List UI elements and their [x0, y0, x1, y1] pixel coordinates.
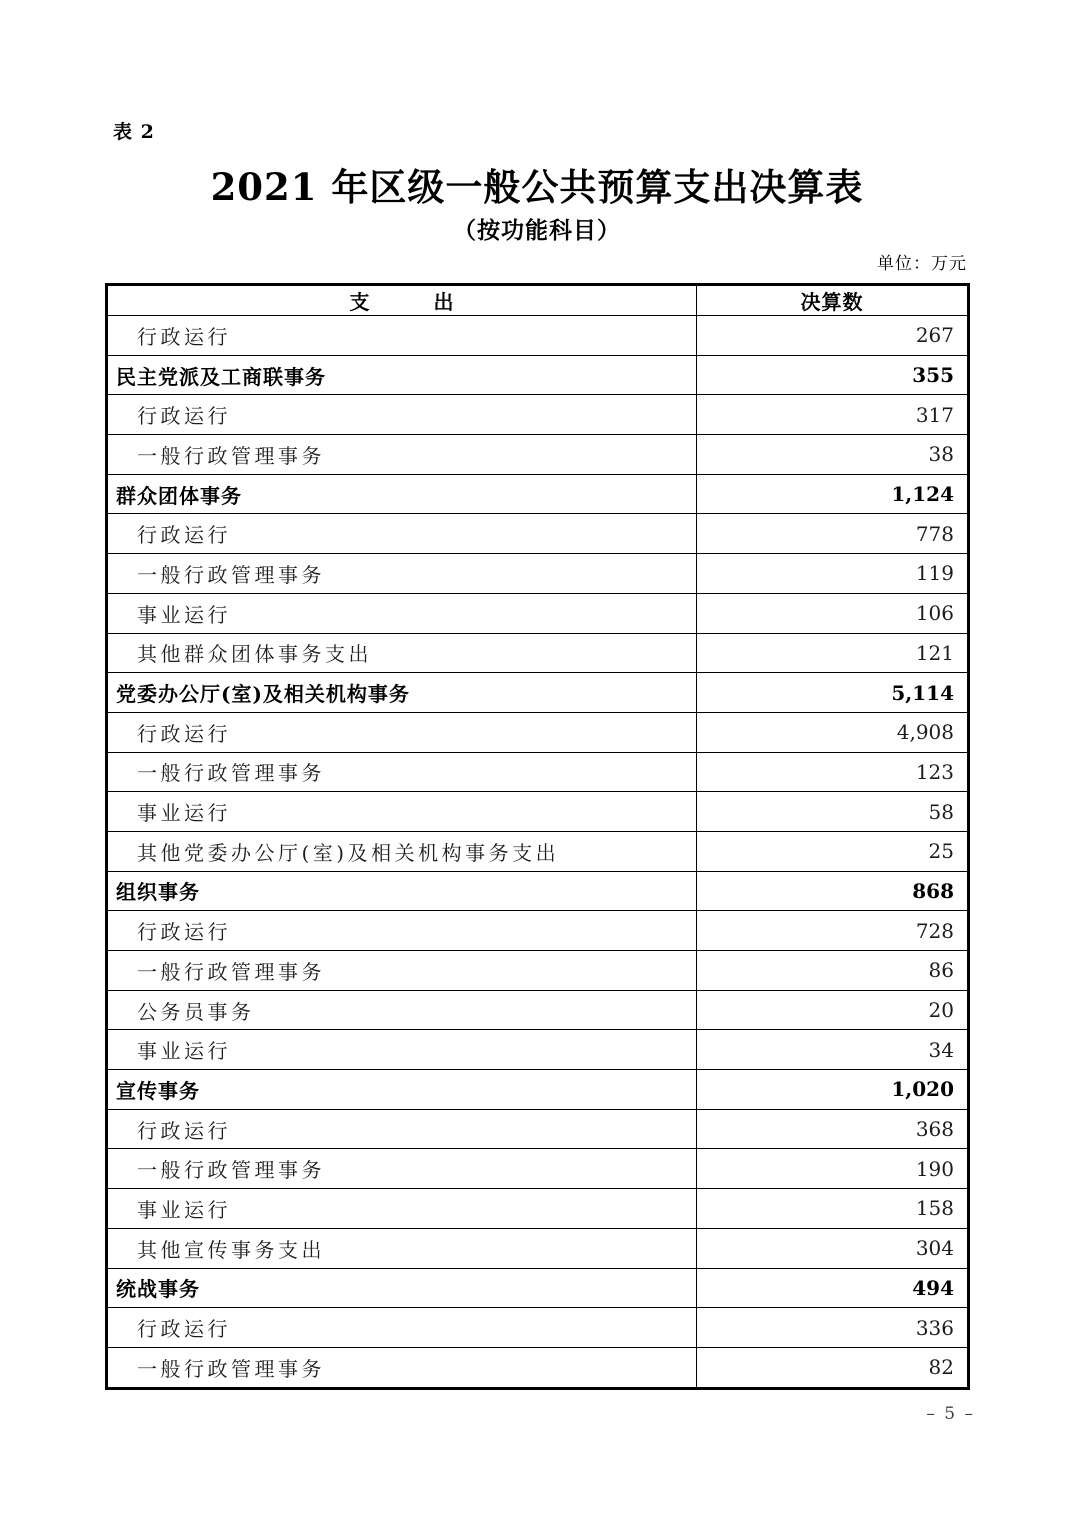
table-row — [107, 1347, 969, 1388]
amount-value: 1,020 — [697, 1070, 969, 1110]
expenditure-label: 行政运行 — [107, 1109, 697, 1149]
amount-value: 190 — [697, 1149, 969, 1189]
amount-value: 368 — [697, 1109, 969, 1149]
amount-value: 868 — [697, 871, 969, 911]
amount-value: 34 — [697, 1030, 969, 1070]
table-row — [107, 752, 969, 792]
table-body — [107, 316, 969, 1389]
expenditure-label: 其他群众团体事务支出 — [107, 633, 697, 673]
amount-value: 728 — [697, 911, 969, 951]
expenditure-label: 一般行政管理事务 — [107, 951, 697, 991]
table-row — [107, 1308, 969, 1348]
amount-value: 25 — [697, 831, 969, 871]
table-row — [107, 831, 969, 871]
expenditure-label: 事业运行 — [107, 1189, 697, 1229]
expenditure-label: 行政运行 — [107, 514, 697, 554]
amount-value: 106 — [697, 593, 969, 633]
table-row — [107, 435, 969, 475]
amount-value: 123 — [697, 752, 969, 792]
expenditure-label: 一般行政管理事务 — [107, 752, 697, 792]
table-row — [107, 633, 969, 673]
expenditure-label: 其他党委办公厅(室)及相关机构事务支出 — [107, 831, 697, 871]
expenditure-label: 行政运行 — [107, 316, 697, 356]
expenditure-label: 民主党派及工商联事务 — [107, 355, 697, 395]
amount-value: 778 — [697, 514, 969, 554]
expenditure-label: 一般行政管理事务 — [107, 1149, 697, 1189]
unit-note: 单位：万元 — [877, 254, 967, 274]
expenditure-label: 行政运行 — [107, 712, 697, 752]
amount-value: 5,114 — [697, 673, 969, 713]
table-row — [107, 712, 969, 752]
expenditure-label: 事业运行 — [107, 792, 697, 832]
table-row — [107, 1189, 969, 1229]
table-row — [107, 1268, 969, 1308]
table-row — [107, 593, 969, 633]
amount-value: 82 — [697, 1347, 969, 1388]
expenditure-label: 统战事务 — [107, 1268, 697, 1308]
table-row — [107, 871, 969, 911]
amount-value: 20 — [697, 990, 969, 1030]
expenditure-column-header: 支 出 — [107, 285, 697, 316]
amount-column-header: 决算数 — [697, 285, 969, 316]
expenditure-label: 事业运行 — [107, 593, 697, 633]
table-row — [107, 355, 969, 395]
expenditure-label: 行政运行 — [107, 1308, 697, 1348]
amount-value: 121 — [697, 633, 969, 673]
budget-table — [105, 283, 970, 1390]
amount-value: 119 — [697, 554, 969, 594]
page-title: 2021 年区级一般公共预算支出决算表 — [210, 165, 864, 209]
table-row — [107, 395, 969, 435]
table-row — [107, 1228, 969, 1268]
amount-value: 317 — [697, 395, 969, 435]
amount-value: 86 — [697, 951, 969, 991]
table-header-row — [107, 285, 969, 316]
amount-value: 336 — [697, 1308, 969, 1348]
amount-value: 355 — [697, 355, 969, 395]
table-row — [107, 1109, 969, 1149]
table-number-label: 表 2 — [113, 121, 155, 143]
table-row — [107, 1030, 969, 1070]
expenditure-label: 公务员事务 — [107, 990, 697, 1030]
table-row — [107, 1070, 969, 1110]
expenditure-label: 行政运行 — [107, 911, 697, 951]
page-number: – 5 – — [926, 1404, 975, 1424]
expenditure-label: 一般行政管理事务 — [107, 1347, 697, 1388]
amount-value: 494 — [697, 1268, 969, 1308]
expenditure-label: 群众团体事务 — [107, 474, 697, 514]
expenditure-label: 党委办公厅(室)及相关机构事务 — [107, 673, 697, 713]
expenditure-label: 组织事务 — [107, 871, 697, 911]
table-row — [107, 316, 969, 356]
amount-value: 38 — [697, 435, 969, 475]
expenditure-label: 一般行政管理事务 — [107, 554, 697, 594]
amount-value: 58 — [697, 792, 969, 832]
table-row — [107, 554, 969, 594]
amount-value: 304 — [697, 1228, 969, 1268]
amount-value: 158 — [697, 1189, 969, 1229]
table-row — [107, 514, 969, 554]
amount-value: 1,124 — [697, 474, 969, 514]
table-row — [107, 911, 969, 951]
table-row — [107, 990, 969, 1030]
amount-value: 4,908 — [697, 712, 969, 752]
amount-value: 267 — [697, 316, 969, 356]
table-row — [107, 951, 969, 991]
expenditure-label: 行政运行 — [107, 395, 697, 435]
expenditure-label: 其他宣传事务支出 — [107, 1228, 697, 1268]
table-row — [107, 1149, 969, 1189]
expenditure-label: 宣传事务 — [107, 1070, 697, 1110]
table-row — [107, 792, 969, 832]
expenditure-label: 一般行政管理事务 — [107, 435, 697, 475]
expenditure-label: 事业运行 — [107, 1030, 697, 1070]
table-row — [107, 673, 969, 713]
page-subtitle: （按功能科目） — [453, 217, 621, 244]
table-row — [107, 474, 969, 514]
